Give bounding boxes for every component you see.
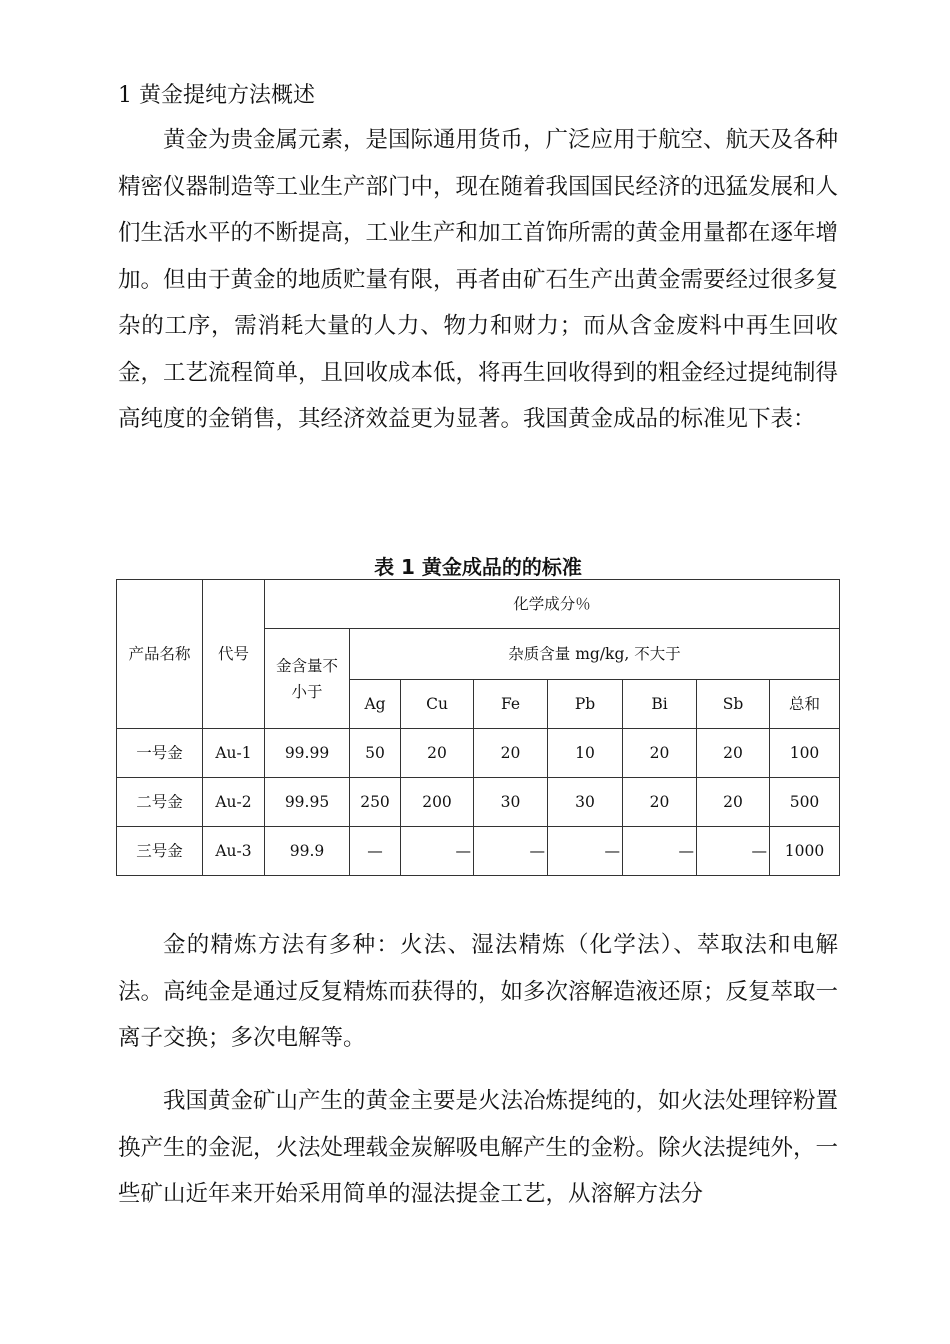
header-element-sb: Sb [697,680,770,729]
row-value-sb: — [751,842,767,860]
row-value-cu: 200 [401,778,474,827]
row-value-pb: 10 [548,729,623,778]
methods-paragraph: 金的精炼方法有多种：火法、湿法精炼（化学法）、萃取法和电解法。高纯金是通过反复精炼而获得的，如多次溶解造液还原；反复萃取一离子交换；多次电解等。 [118,932,839,1051]
header-impurity: 杂质含量 mg/kg, 不大于 [350,629,840,680]
header-code: 代号 [203,580,265,729]
row-value-ag: — [350,827,401,876]
row-gold: 99.99 [265,729,350,778]
table-row [117,778,840,827]
header-element-bi: Bi [623,680,697,729]
header-element-pb: Pb [548,680,623,729]
gold-standard-table [116,579,840,876]
row-value-bi: 20 [623,778,697,827]
row-gold: 99.95 [265,778,350,827]
row-value-sb: 20 [697,778,770,827]
row-name: 一号金 [117,729,203,778]
row-value-pb: 30 [548,778,623,827]
row-value-fe: 30 [474,778,548,827]
row-name: 三号金 [117,827,203,876]
header-gold-content: 金含量不小于 [265,629,350,729]
section-heading: 1 黄金提纯方法概述 [118,83,315,108]
row-value-total: 1000 [770,827,840,876]
table-row [117,729,840,778]
header-chemical-composition: 化学成分％ [265,580,840,629]
row-value-sb: 20 [697,729,770,778]
row-value-total: 500 [770,778,840,827]
mines-paragraph: 我国黄金矿山产生的黄金主要是火法冶炼提纯的，如火法处理锌粉置换产生的金泥，火法处理载金炭解吸电解产生的金粉。除火法提纯外，一些矿山近年来开始采用简单的湿法提金工艺，从溶解方法分 [118,1088,839,1207]
header-element-fe: Fe [474,680,548,729]
row-value-bi: 20 [623,729,697,778]
row-value-fe: 20 [474,729,548,778]
table-row [117,827,840,876]
header-element-cu: Cu [401,680,474,729]
row-value-pb: — [604,842,620,860]
row-code: Au-3 [203,827,265,876]
row-value-cu: 20 [401,729,474,778]
row-name: 二号金 [117,778,203,827]
row-gold: 99.9 [265,827,350,876]
row-value-bi: — [678,842,694,860]
row-value-ag: 50 [350,729,401,778]
row-value-cu: — [455,842,471,860]
row-value-total: 100 [770,729,840,778]
header-product-name: 产品名称 [117,580,203,729]
header-element-ag: Ag [350,680,401,729]
row-code: Au-1 [203,729,265,778]
row-value-ag: 250 [350,778,401,827]
table-caption: 表 1 黄金成品的的标准 [374,555,582,579]
row-value-fe: — [529,842,545,860]
header-element-total: 总和 [770,680,840,729]
intro-paragraph: 黄金为贵金属元素，是国际通用货币，广泛应用于航空、航天及各种精密仪器制造等工业生产部门中，现在随着我国国民经济的迅猛发展和人们生活水平的不断提高，工业生产和加工首饰所需的黄金用量都在逐年增加。但由于黄金的地质贮量有限，再者由矿石生产出黄金需要经过很多复杂的工序，需消耗大量的人力、物力和财力；而从含金废料中再生回收金，工艺流程简单，且回收成本低，将再生回收得到的粗金经过提纯制得高纯度的金销售，其经济效益更为显著。我国黄金成品的标准见下表： [118,127,839,432]
row-code: Au-2 [203,778,265,827]
table-header-row [117,580,840,629]
